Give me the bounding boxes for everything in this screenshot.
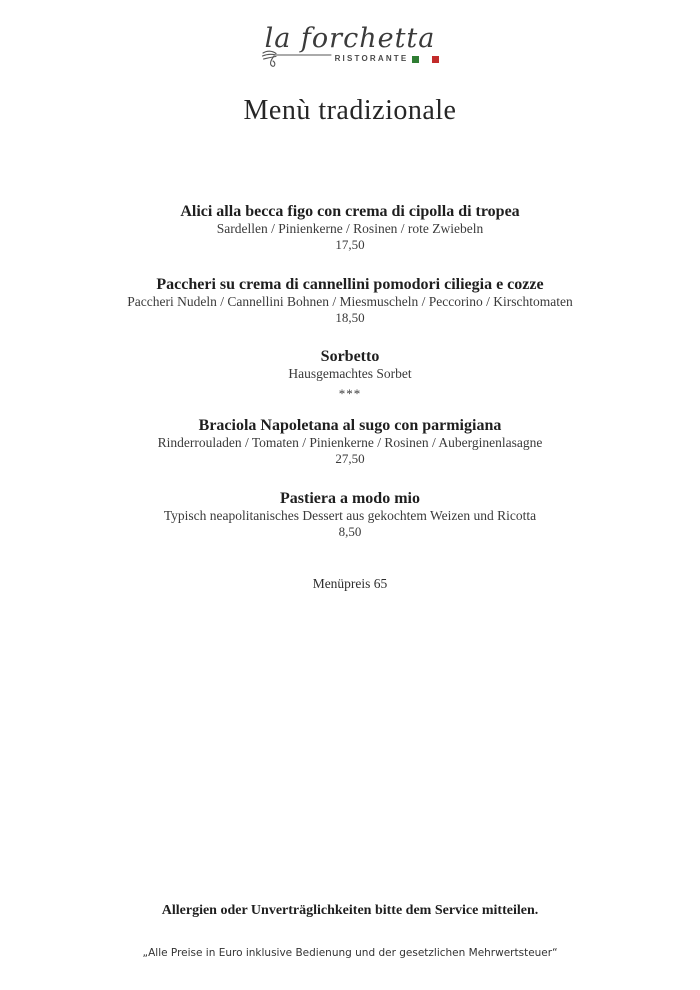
course-separator: *** xyxy=(338,386,362,401)
flag-red-square xyxy=(432,56,439,63)
flag-green-square xyxy=(412,56,419,63)
menu-item xyxy=(0,203,700,253)
logo-wordmark: la forchetta xyxy=(264,23,436,54)
dish-title: Pastiera a modo mio xyxy=(280,490,420,507)
flag-white-square xyxy=(422,56,429,63)
dish-title: Braciola Napoletana al sugo con parmigiana xyxy=(198,417,502,434)
dish-title: Sorbetto xyxy=(320,348,380,365)
dish-description: Typisch neapolitanisches Dessert aus gekochtem Weizen und Ricotta xyxy=(163,508,537,523)
menu-item xyxy=(0,490,700,540)
allergy-note: Allergien oder Unverträglichkeiten bitte dem Service mitteilen. xyxy=(161,903,539,918)
logo-subtitle: RISTORANTE xyxy=(334,54,409,63)
dish-price: 27,50 xyxy=(335,451,365,466)
menu-total-price: Menüpreis 65 xyxy=(312,576,388,591)
dish-description: Rinderrouladen / Tomaten / Pinienkerne / Rosinen / Auberginenlasagne xyxy=(157,435,543,450)
menu-item xyxy=(0,348,700,382)
dish-price: 18,50 xyxy=(335,310,365,325)
dish-price: 17,50 xyxy=(335,237,365,252)
price-note: „Alle Preise in Euro inklusive Bedienung und der gesetzlichen Mehrwertsteuer“ xyxy=(142,947,558,959)
dish-description: Hausgemachtes Sorbet xyxy=(288,366,412,381)
dish-description: Paccheri Nudeln / Cannellini Bohnen / Miesmuscheln / Peccorino / Kirschtomaten xyxy=(127,294,573,309)
page-title: Menù tradizionale xyxy=(243,95,457,126)
dish-description: Sardellen / Pinienkerne / Rosinen / rote Zwiebeln xyxy=(216,221,484,236)
menu-item xyxy=(0,276,700,326)
italian-flag-icon xyxy=(412,56,439,63)
dish-price: 8,50 xyxy=(338,524,362,539)
dish-title: Alici alla becca figo con crema di cipolla di tropea xyxy=(180,203,520,220)
menu-item xyxy=(0,417,700,467)
logo-subline xyxy=(0,52,700,66)
fork-icon xyxy=(261,48,333,70)
restaurant-logo xyxy=(0,24,700,66)
dish-title: Paccheri su crema di cannellini pomodori ciliegia e cozze xyxy=(156,276,544,293)
